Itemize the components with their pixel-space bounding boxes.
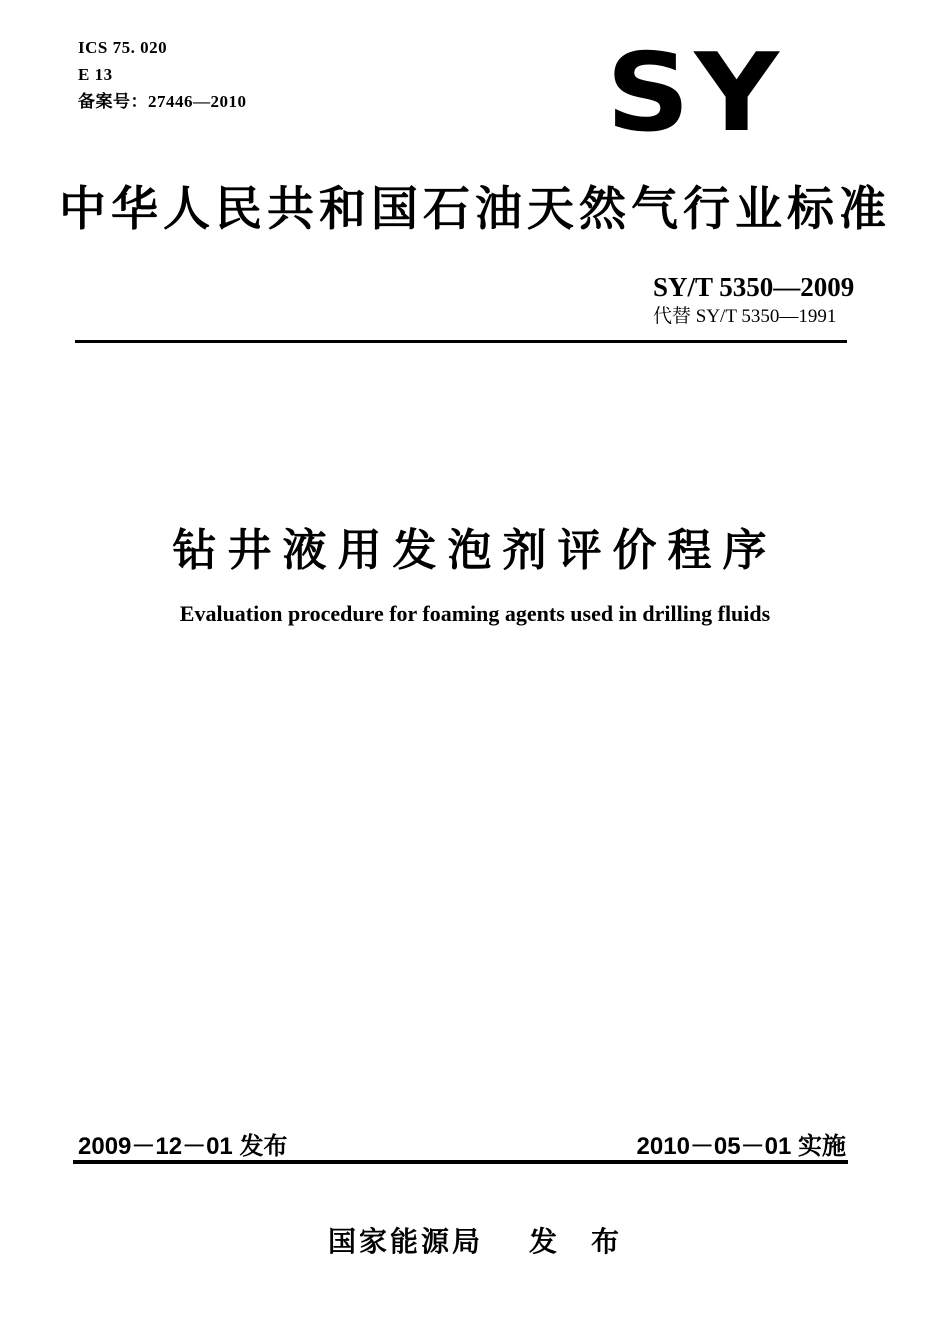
footer-divider xyxy=(73,1160,848,1164)
issue-date: 2009－12－01 发布 xyxy=(78,1133,288,1160)
replaced-standard: 代替 SY/T 5350—1991 xyxy=(653,306,837,327)
document-title-cn: 钻井液用发泡剂评价程序 xyxy=(172,526,778,575)
publisher-row xyxy=(0,1220,950,1260)
document-meta xyxy=(78,34,247,115)
dates-row xyxy=(78,1126,846,1161)
record-number: 备案号：27446—2010 xyxy=(78,92,247,111)
header-divider xyxy=(75,340,847,343)
ics-code: ICS 75. 020 xyxy=(78,38,168,57)
document-title-en: Evaluation procedure for foaming agents used in drilling fluids xyxy=(179,601,771,626)
implement-date: 2010－05－01 实施 xyxy=(636,1133,846,1160)
standard-number: SY/T 5350—2009 xyxy=(653,272,855,302)
publish-action-label: 发 布 xyxy=(529,1226,623,1257)
standard-number-block xyxy=(653,272,854,329)
standard-org-title: 中华人民共和国石油天然气行业标准 xyxy=(59,182,891,235)
classification-code: E 13 xyxy=(78,65,113,84)
sy-logo: SY xyxy=(606,31,784,156)
publisher-name: 国家能源局 xyxy=(327,1226,483,1257)
